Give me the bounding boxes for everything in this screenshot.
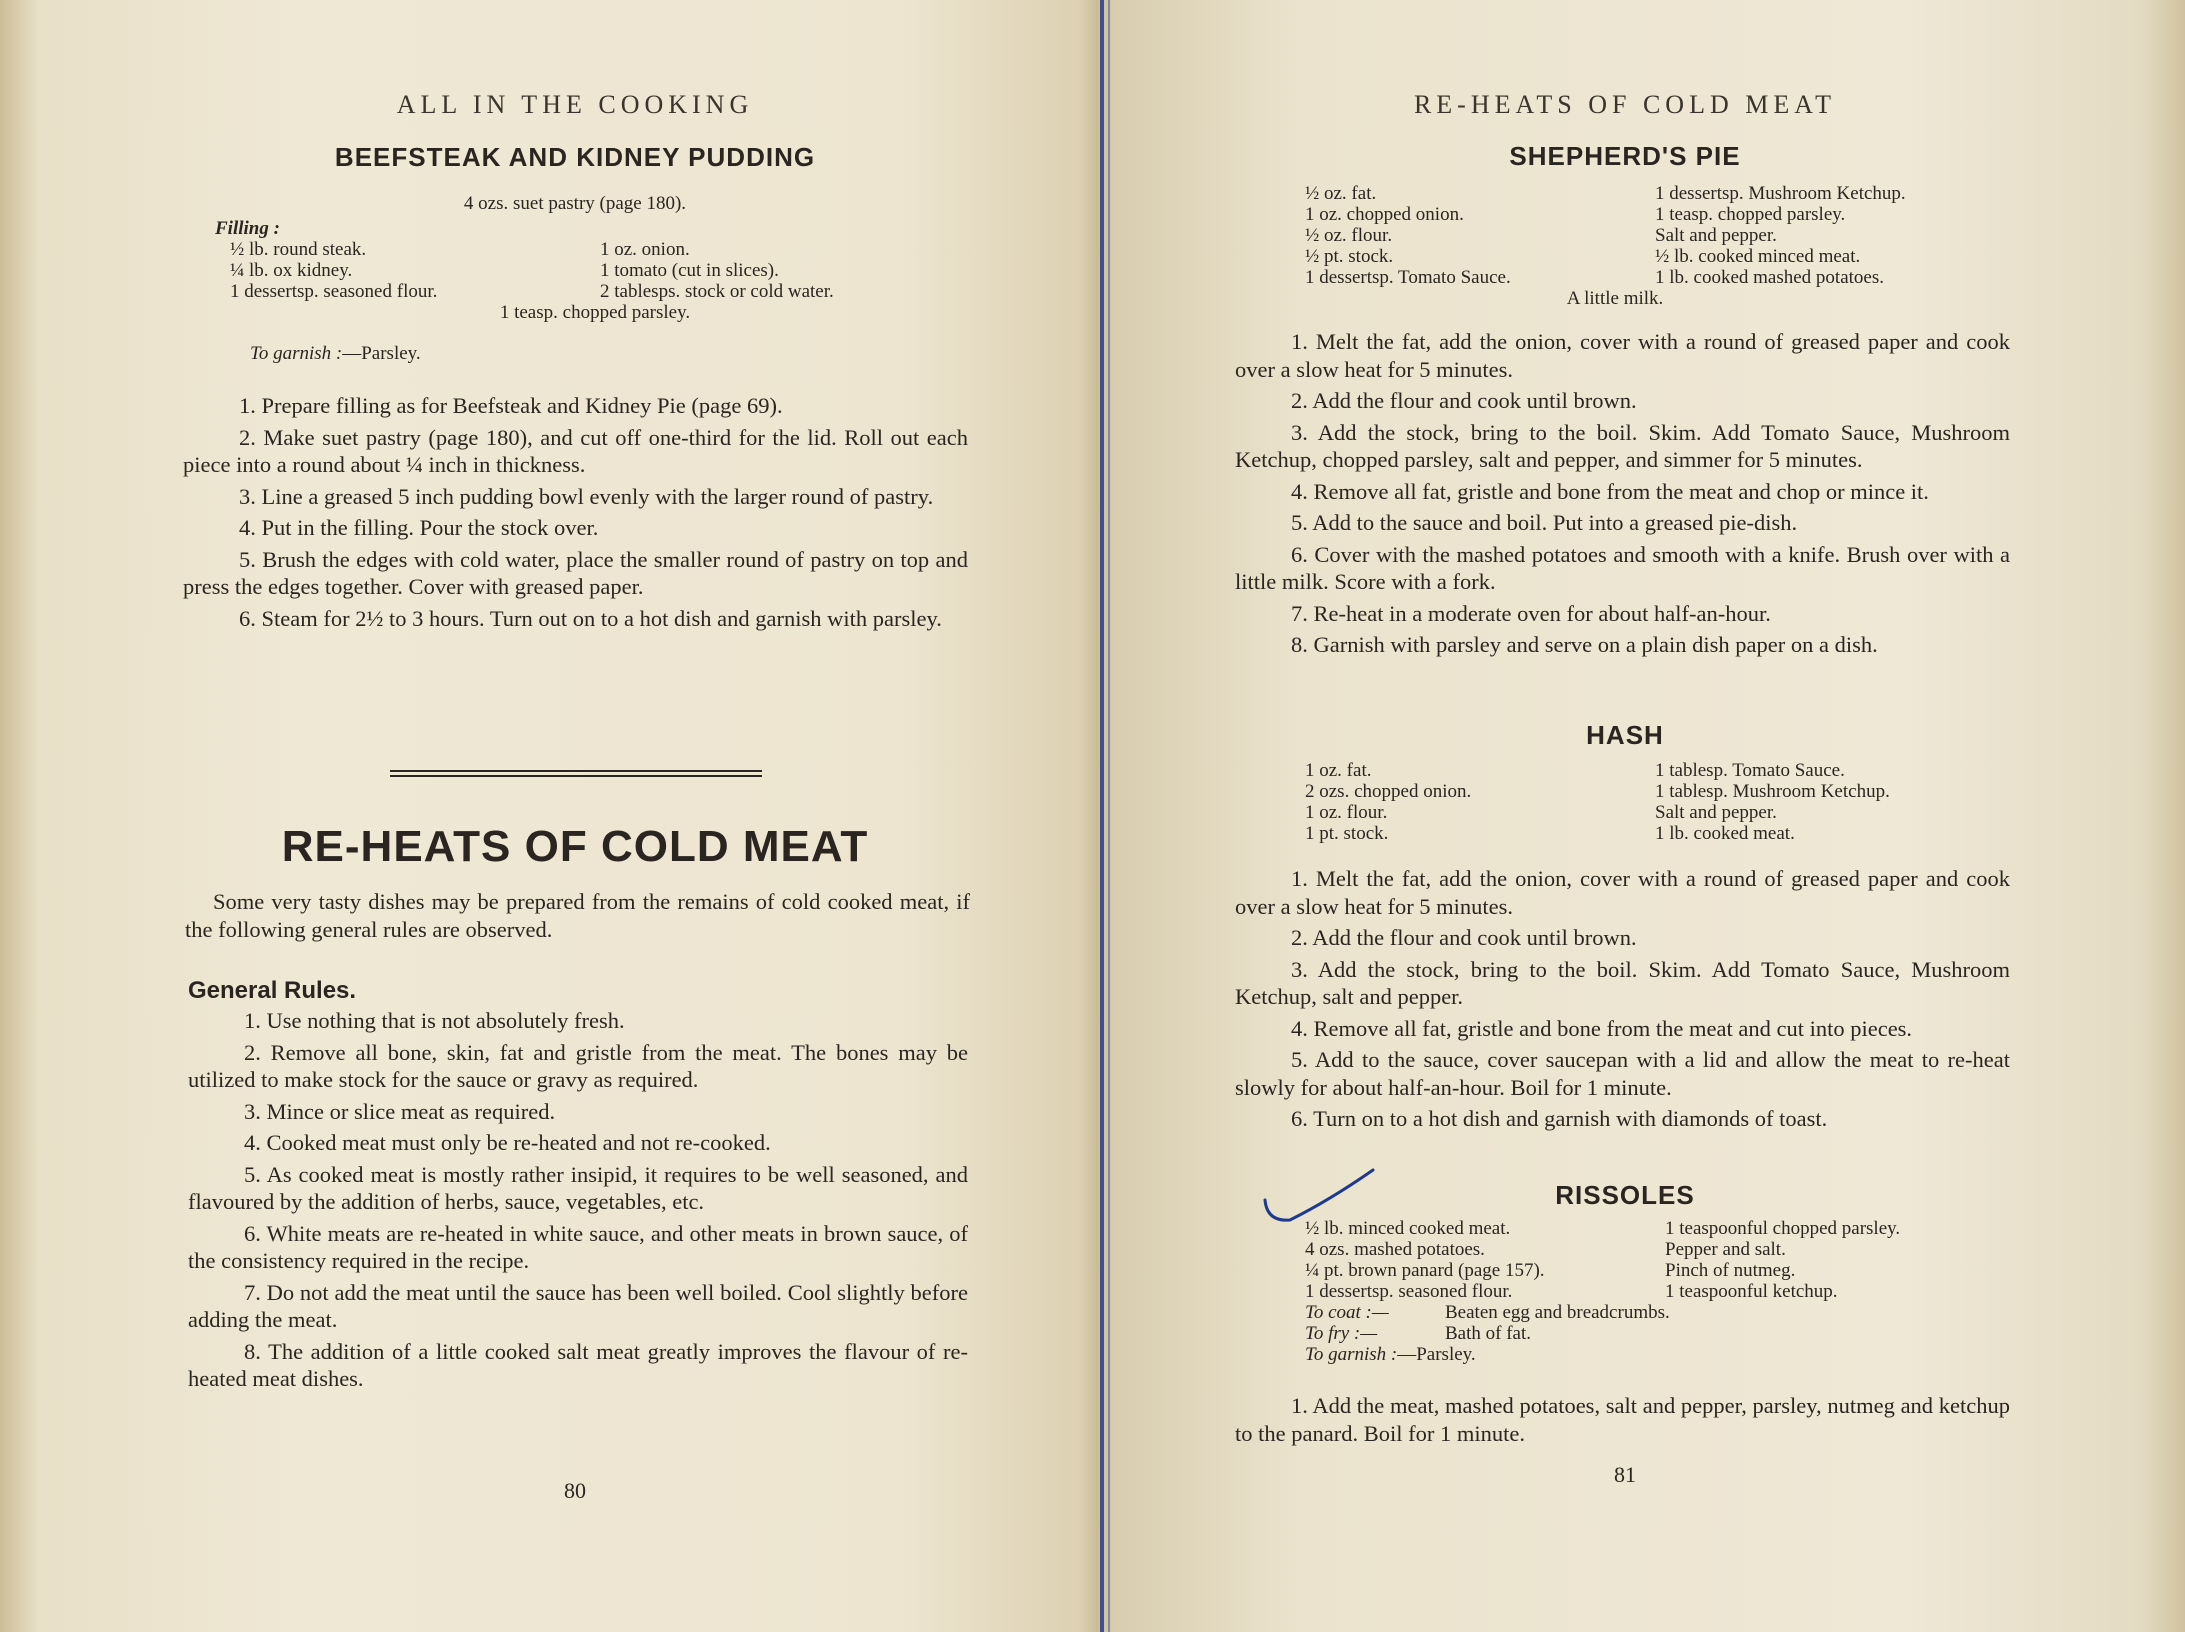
garnish-label: To garnish : (250, 343, 343, 364)
step-text: The addition of a little cooked salt meat greatly improves the flavour of re-heated meat dishes. (188, 1338, 968, 1391)
hash-steps (1235, 865, 2010, 1137)
step-number: 7. (1291, 600, 1308, 626)
garnish-value: —Parsley. (342, 343, 421, 364)
ingredients-col-1 (215, 239, 565, 302)
step-number: 5. (244, 1161, 261, 1187)
ingredients-col-1 (1305, 183, 1655, 288)
binding-thread (1100, 0, 1104, 1632)
step-text: Steam for 2½ to 3 hours. Turn out on to a hot dish and garnish with parsley. (255, 605, 942, 631)
step-number: 4. (244, 1130, 261, 1155)
step-text: Mince or slice meat as required. (260, 1098, 556, 1124)
ingredient-item: ½ lb. round steak. (230, 239, 367, 260)
coat-label: To coat :— (1305, 1302, 1389, 1323)
section-title: RE-HEATS OF COLD MEAT (281, 822, 869, 871)
step-text: Add the flour and cook until brown. (1307, 388, 1637, 413)
ingredient-item: ½ oz. fat. (1305, 183, 1377, 204)
ingredient-last: 1 teasp. chopped parsley. (499, 302, 691, 323)
ingredients-col-2 (1665, 1218, 2025, 1302)
step-text: Use nothing that is not absolutely fresh. (260, 1008, 625, 1033)
step-number: 6. (1291, 541, 1308, 567)
step-number: 4. (239, 515, 256, 540)
left-page (180, 0, 970, 1632)
step-text: Brush the edges with cold water, place the smaller round of pastry on top and press the edges together. Cover with greased paper. (183, 546, 968, 599)
coat-value: Beaten egg and breadcrumbs. (1445, 1302, 1670, 1323)
recipe-step (1235, 600, 2010, 628)
ingredient-item: 1 dessertsp. Mushroom Ketchup. (1655, 183, 1906, 204)
step-number: 3. (1291, 956, 1308, 982)
rissoles-steps (1235, 1392, 2010, 1451)
fry-label: To fry :— (1305, 1323, 1378, 1344)
recipe-step (183, 392, 968, 420)
step-text: As cooked meat is mostly rather insipid, it requires to be well seasoned, and flavoured by the addition of herbs, sauce, vegetables, etc. (188, 1161, 968, 1214)
ingredient-item: 4 ozs. mashed potatoes. (1305, 1239, 1485, 1260)
ingredient-item: 2 ozs. chopped onion. (1305, 781, 1472, 802)
step-text: Cover with the mashed potatoes and smooth with a knife. Brush over with a little milk. Score with a fork. (1235, 541, 2010, 594)
recipe-step (1235, 1105, 2010, 1133)
ingredient-item: ¼ pt. brown panard (page 157). (1305, 1260, 1545, 1281)
step-text: Add to the sauce, cover saucepan with a lid and allow the meat to re-heat slowly for about half-an-hour. Boil for 1 minute. (1235, 1047, 2010, 1100)
ingredient-item: ½ lb. minced cooked meat. (1305, 1218, 1511, 1239)
ingredient-item: 1 oz. onion. (600, 239, 690, 260)
recipe-step (1235, 865, 2010, 920)
pastry-line: 4 ozs. suet pastry (page 180). (463, 193, 687, 214)
recipe-title: BEEFSTEAK AND KIDNEY PUDDING (334, 142, 816, 172)
step-number: 5. (1291, 1047, 1308, 1072)
hash-ingredients (1305, 760, 2005, 844)
ingredient-item: 1 dessertsp. seasoned flour. (230, 281, 438, 302)
ingredient-item: 1 dessertsp. seasoned flour. (1305, 1281, 1513, 1302)
recipe-step (1235, 541, 2010, 596)
filling-label: Filling : (215, 218, 280, 239)
step-number: 1. (244, 1008, 261, 1033)
ingredient-item: Salt and pepper. (1655, 225, 1777, 246)
ingredients-columns (1305, 1218, 2025, 1302)
step-number: 2. (239, 424, 256, 450)
step-number: 5. (239, 546, 256, 572)
running-head: ALL IN THE COOKING (396, 90, 754, 119)
section-intro: Some very tasty dishes may be prepared from the remains of cold cooked meat, if the following general rules are observed. (185, 889, 970, 942)
ingredient-last: A little milk. (1566, 288, 1664, 309)
fry-value: Bath of fat. (1445, 1323, 1532, 1344)
step-number: 5. (1291, 510, 1308, 535)
recipe-step (1235, 478, 2010, 506)
recipe-step (183, 605, 968, 633)
ingredient-item: 1 teaspoonful ketchup. (1665, 1281, 1838, 1302)
recipe-step (1235, 419, 2010, 474)
shepherds-pie-title: SHEPHERD'S PIE (1509, 141, 1741, 171)
ingredient-item: 1 teasp. chopped parsley. (1655, 204, 1846, 225)
general-rule (188, 1129, 968, 1157)
step-number: 1. (1291, 329, 1308, 354)
fry-line (1305, 1323, 2025, 1344)
general-rule (188, 1007, 968, 1035)
coat-line (1305, 1302, 2025, 1323)
step-text: Turn on to a hot dish and garnish with diamonds of toast. (1307, 1106, 1828, 1131)
recipe-step (1235, 924, 2010, 952)
general-rule (188, 1279, 968, 1334)
step-number: 6. (244, 1220, 261, 1246)
ingredient-item: 1 tomato (cut in slices). (600, 260, 779, 281)
step-text: Cooked meat must only be re-heated and not re-cooked. (260, 1130, 771, 1155)
ingredients-columns (1305, 760, 2005, 844)
recipe-step (1235, 1046, 2010, 1101)
ingredient-item: Pinch of nutmeg. (1665, 1260, 1796, 1281)
general-rule (188, 1338, 968, 1393)
recipe-step (1235, 328, 2010, 383)
ingredients-col-2 (1655, 183, 2005, 288)
page-number: 81 (1614, 1462, 1636, 1487)
garnish-line (1305, 1344, 2025, 1365)
step-text: Line a greased 5 inch pudding bowl evenly with the larger round of pastry. (255, 483, 934, 509)
ingredients-columns (1305, 183, 2005, 288)
step-text: Do not add the meat until the sauce has been well boiled. Cool slightly before adding the meat. (188, 1279, 968, 1332)
ingredients-columns (215, 239, 935, 302)
step-text: Re-heat in a moderate oven for about half-an-hour. (1307, 600, 1771, 626)
step-text: Remove all fat, gristle and bone from the meat and chop or mince it. (1307, 478, 1929, 504)
step-text: Prepare filling as for Beefsteak and Kidney Pie (page 69). (255, 393, 783, 418)
ingredients-block (215, 218, 935, 323)
step-text: Add to the sauce and boil. Put into a greased pie-dish. (1307, 510, 1798, 535)
recipe-steps (183, 392, 968, 636)
step-text: Add the stock, bring to the boil. Skim. Add Tomato Sauce, Mushroom Ketchup, salt and pepper. (1235, 956, 2010, 1009)
ingredient-item: 2 tablesps. stock or cold water. (600, 281, 834, 302)
general-rule (188, 1039, 968, 1094)
step-number: 4. (1291, 478, 1308, 504)
step-number: 4. (1291, 1015, 1308, 1041)
ingredients-col-2 (565, 239, 935, 302)
garnish-label: To garnish : (1305, 1344, 1398, 1365)
general-rule (188, 1098, 968, 1126)
recipe-step (183, 483, 968, 511)
ingredient-item: 1 oz. fat. (1305, 760, 1372, 781)
step-text: Add the flour and cook until brown. (1307, 925, 1637, 950)
ingredient-item: Salt and pepper. (1655, 802, 1777, 823)
step-text: Make suet pastry (page 180), and cut off one-third for the lid. Roll out each piece into a round about ¼ inch in thickness. (183, 424, 968, 477)
binding-thread-shadow (1108, 0, 1110, 1632)
step-text: Put in the filling. Pour the stock over. (255, 515, 599, 540)
step-number: 7. (244, 1279, 261, 1305)
ingredient-item: ½ oz. flour. (1305, 225, 1393, 246)
ingredient-item: ½ lb. cooked minced meat. (1655, 246, 1861, 267)
ingredient-item: 1 teaspoonful chopped parsley. (1665, 1218, 1901, 1239)
double-rule (390, 770, 762, 777)
garnish-value: —Parsley. (1397, 1344, 1476, 1365)
step-number: 8. (244, 1338, 261, 1364)
step-number: 6. (1291, 1106, 1308, 1131)
recipe-step (1235, 387, 2010, 415)
ingredient-item: 1 pt. stock. (1305, 823, 1389, 844)
step-text: Add the stock, bring to the boil. Skim. Add Tomato Sauce, Mushroom Ketchup, chopped parsley, salt and pepper, and simmer for 5 minutes. (1235, 419, 2010, 472)
step-number: 3. (1291, 419, 1308, 445)
rules-heading: General Rules. (188, 977, 357, 1004)
step-number: 1. (1291, 1393, 1308, 1418)
step-text: Melt the fat, add the onion, cover with a round of greased paper and cook over a slow heat for 5 minutes. (1235, 866, 2010, 919)
recipe-step (183, 514, 968, 542)
ingredient-item: Pepper and salt. (1665, 1239, 1786, 1260)
shepherds-steps (1235, 328, 2010, 663)
ingredient-item: 1 tablesp. Tomato Sauce. (1655, 760, 1845, 781)
general-rule (188, 1161, 968, 1216)
step-number: 1. (1291, 866, 1308, 891)
ingredient-item: 1 oz. chopped onion. (1305, 204, 1464, 225)
right-page (1235, 0, 2015, 1632)
general-rules-list (188, 1007, 968, 1397)
step-number: 2. (1291, 388, 1308, 413)
recipe-step (183, 424, 968, 479)
garnish-line (250, 343, 421, 365)
step-text: White meats are re-heated in white sauce, and other meats in brown sauce, of the consistency required in the recipe. (188, 1220, 968, 1273)
ingredient-item: 1 lb. cooked mashed potatoes. (1655, 267, 1885, 288)
hash-title: HASH (1586, 720, 1664, 750)
step-number: 2. (1291, 925, 1308, 950)
rissoles-ingredients (1305, 1218, 2025, 1365)
step-number: 1. (239, 393, 256, 418)
step-number: 8. (1291, 632, 1308, 657)
step-number: 3. (239, 483, 256, 509)
running-head: RE-HEATS OF COLD MEAT (1413, 90, 1837, 119)
ingredients-col-2 (1655, 760, 2005, 844)
recipe-step (1235, 956, 2010, 1011)
ingredient-item: 1 oz. flour. (1305, 802, 1388, 823)
step-number: 6. (239, 605, 256, 631)
step-text: Garnish with parsley and serve on a plain dish paper on a dish. (1307, 632, 1878, 657)
recipe-step (1235, 1392, 2010, 1447)
page-number: 80 (564, 1478, 586, 1503)
step-text: Add the meat, mashed potatoes, salt and pepper, parsley, nutmeg and ketchup to the panard. Boil for 1 minute. (1235, 1393, 2010, 1446)
ingredients-col-1 (1305, 760, 1655, 844)
rissoles-title: RISSOLES (1555, 1180, 1695, 1210)
step-text: Melt the fat, add the onion, cover with a round of greased paper and cook over a slow heat for 5 minutes. (1235, 329, 2010, 382)
general-rule (188, 1220, 968, 1275)
ingredient-item: ¼ lb. ox kidney. (230, 260, 353, 281)
ingredients-col-1 (1305, 1218, 1665, 1302)
ingredient-item: 1 dessertsp. Tomato Sauce. (1305, 267, 1511, 288)
recipe-step (183, 546, 968, 601)
step-text: Remove all fat, gristle and bone from the meat and cut into pieces. (1307, 1015, 1913, 1041)
recipe-step (1235, 631, 2010, 659)
step-number: 3. (244, 1098, 261, 1124)
recipe-step (1235, 1015, 2010, 1043)
ingredient-item: 1 tablesp. Mushroom Ketchup. (1655, 781, 1890, 802)
recipe-step (1235, 509, 2010, 537)
ingredient-item: 1 lb. cooked meat. (1655, 823, 1795, 844)
step-text: Remove all bone, skin, fat and gristle from the meat. The bones may be utilized to make stock for the sauce or gravy as required. (188, 1039, 968, 1092)
ingredient-item: ½ pt. stock. (1305, 246, 1394, 267)
step-number: 2. (244, 1039, 261, 1065)
shepherds-ingredients (1305, 183, 2005, 309)
